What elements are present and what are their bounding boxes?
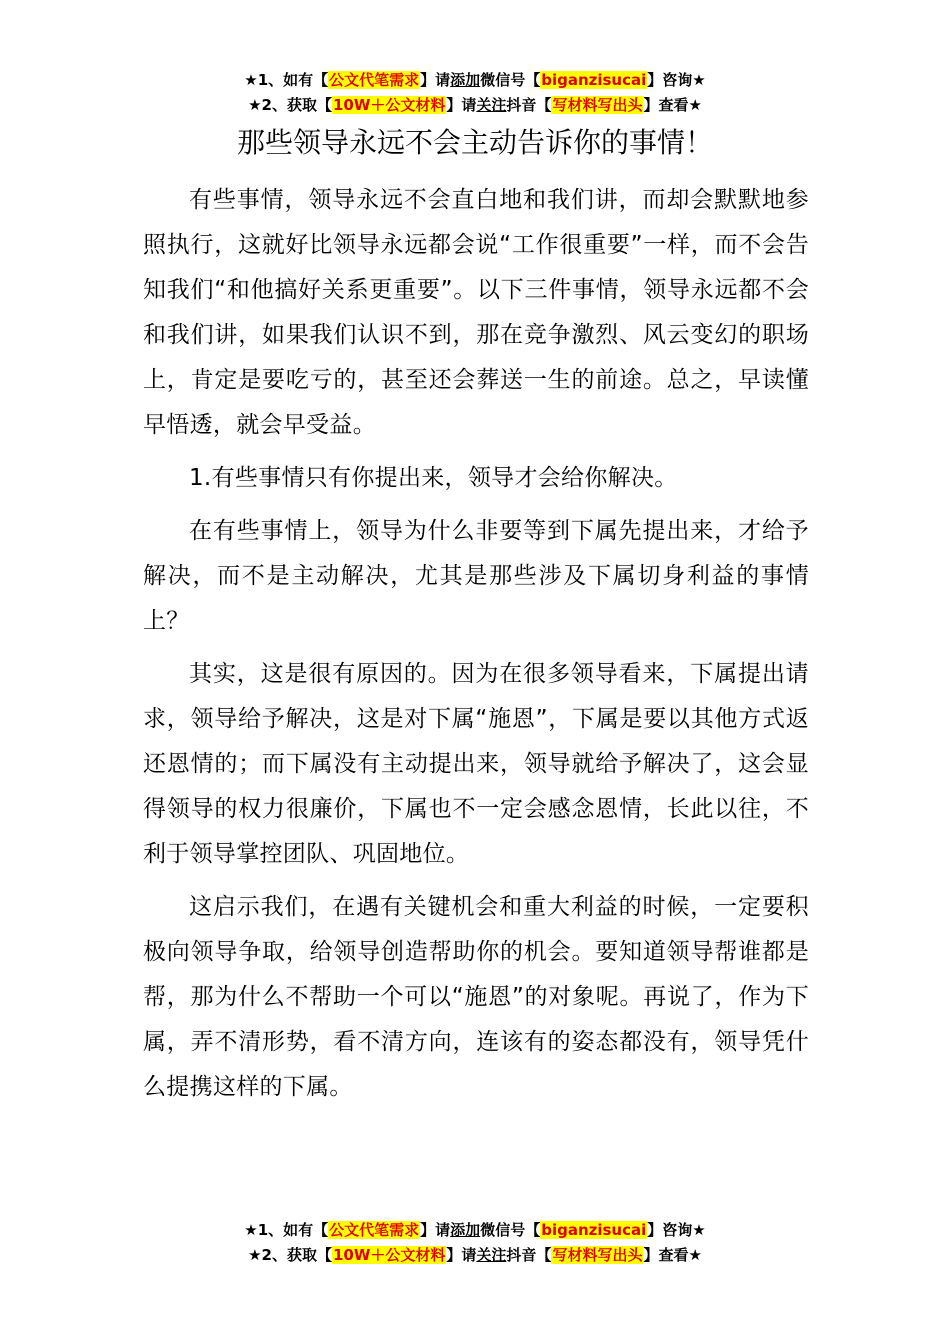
paragraph: 这启示我们，在遇有关键机会和重大利益的时候，一定要积极向领导争取，给领导创造帮助你的机会。要知道领导帮谁都是帮，那为什么不帮助一个可以“施恩”的对象呢。再说了，作为下属，弄不清形势，看不清方向，连该有的姿态都没有，领导凭什么提携这样的下属。	[143, 894, 809, 1100]
star-icon: ★	[692, 71, 706, 89]
star-icon: ★	[244, 1221, 258, 1239]
star-icon: ★	[248, 1246, 262, 1264]
notice-text: 1、如有【	[257, 1221, 329, 1239]
star-icon: ★	[688, 1246, 702, 1264]
notice-text: 】咨询	[647, 71, 693, 89]
star-icon: ★	[688, 96, 702, 114]
notice-text: 微信号【	[480, 1221, 541, 1239]
highlight-wechat-id: biganzisucai	[541, 71, 647, 89]
notice-text: 微信号【	[480, 71, 541, 89]
notice-text: 】查看	[643, 96, 689, 114]
notice-text: 2、获取【	[261, 96, 332, 114]
star-icon: ★	[692, 1221, 706, 1239]
article-body	[143, 178, 809, 1118]
notice-text: 抖音【	[506, 96, 552, 114]
notice-text: 】请	[446, 96, 477, 114]
paragraph: 在有些事情上，领导为什么非要等到下属先提出来，才给予解决，而不是主动解决，尤其是那些涉及下属切身利益的事情上？	[143, 518, 809, 634]
star-icon: ★	[244, 71, 258, 89]
notice-underlined-text: 添加	[450, 1221, 481, 1239]
footer-notice	[0, 1218, 950, 1268]
highlight-materials: 10W＋公文材料	[332, 96, 446, 114]
highlight-materials: 10W＋公文材料	[332, 1246, 446, 1264]
notice-line-1	[0, 68, 950, 93]
highlight-service: 公文代笔需求	[329, 1221, 420, 1239]
paragraph: 其实，这是很有原因的。因为在很多领导看来，下属提出请求，领导给予解决，这是对下属“施恩”，下属是要以其他方式返还恩情的；而下属没有主动提出来，领导就给予解决了，这会显得领导的权力很廉价，下属也不一定会感念恩情，长此以往，不利于领导掌控团队、巩固地位。	[143, 661, 809, 867]
star-icon: ★	[248, 96, 262, 114]
notice-text: 1、如有【	[257, 71, 329, 89]
notice-line-2	[0, 1243, 950, 1268]
highlight-douyin-account: 写材料写出头	[552, 96, 643, 114]
notice-text: 2、获取【	[261, 1246, 332, 1264]
notice-text: 】咨询	[647, 1221, 693, 1239]
highlight-wechat-id: biganzisucai	[541, 1221, 647, 1239]
notice-underlined-text: 添加	[450, 71, 481, 89]
notice-text: 抖音【	[506, 1246, 552, 1264]
article-title: 那些领导永远不会主动告诉你的事情！	[236, 126, 713, 159]
notice-underlined-text: 关注	[476, 96, 507, 114]
notice-text: 】请	[420, 71, 451, 89]
notice-text: 】查看	[643, 1246, 689, 1264]
notice-underlined-text: 关注	[476, 1246, 507, 1264]
section-heading: 1.有些事情只有你提出来，领导才会给你解决。	[189, 465, 678, 491]
notice-text: 】请	[420, 1221, 451, 1239]
notice-text: 】请	[446, 1246, 477, 1264]
highlight-service: 公文代笔需求	[329, 71, 420, 89]
notice-line-2	[0, 93, 950, 118]
paragraph: 有些事情，领导永远不会直白地和我们讲，而却会默默地参照执行，这就好比领导永远都会说“工作很重要”一样，而不会告知我们“和他搞好关系更重要”。以下三件事情，领导永远都不会和我们讲，如果我们认识不到，那在竞争激烈、风云变幻的职场上，肯定是要吃亏的，甚至还会葬送一生的前途。总之，早读懂早悟透，就会早受益。	[143, 187, 809, 438]
highlight-douyin-account: 写材料写出头	[552, 1246, 643, 1264]
header-notice	[0, 68, 950, 118]
notice-line-1	[0, 1218, 950, 1243]
